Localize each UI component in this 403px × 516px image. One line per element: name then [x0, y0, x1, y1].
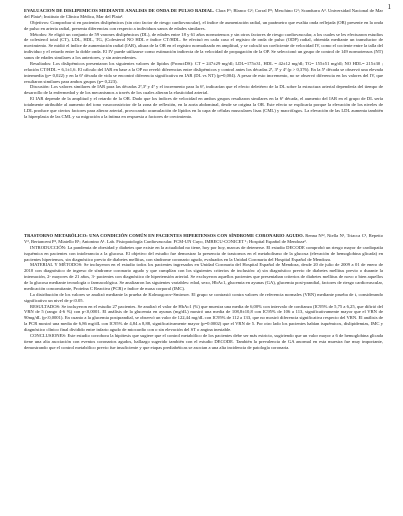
abstract-header — [24, 233, 383, 245]
abstract-paragraph: La distribución de los valores se analizó mediante la prueba de Kolmogorov-Smirnov. El grupo se contrastó contra valores de referencia normales (VRN) mediante prueba de t, considerando significativo un nivel de p<0.05. — [24, 291, 383, 303]
abstract-authors: Clara F¹; Blanco G²; Corral P³; Meschino G³; Scandurra A³. Universidad Nacional de Mar del Plata¹; Instituto de Clínica Médica, Mar del Plata². — [24, 8, 383, 19]
abstract-paragraph: Discusión: Los valores similares de IAR para las décadas 2ª,3ª y 4ª y el incremento para la 6ª, indicarían que el efecto deletéreo de la DL sobre la estructura arterial dependería del tiempo de desarrollo de la enfermedad y de los mecanismos a través de los cuales alteran la elasticidad arterial. — [24, 84, 383, 96]
abstract-authors: Renna N¹², Niella N¹, Triacca C², Repetto V², Bertanceni P², Miatello R¹; Antonino A¹. Lab. Fisiopatología Cardiovascular. FCM-UN Cuyo, IMBECU-CONICET ¹; Hospital Español de Mendoza². — [24, 233, 383, 244]
abstract-paragraph: Métodos: Se eligió un conjunto de 59 varones dislipémicos (DL), de edades entre 18 y 61 años normotensos y sin otros factores de riesgo cardiovascular, a los cuales se les efectuaron estudios de colesterol total (CT), LDL, HDL, TG, (Colesterol NO HDL e índice CT/HDL. Se efectuó en cada caso el registro de onda de pulso (ODP) radial, obtenida mediante un transductor de movimiento. Se midió el índice de aumentación radial (IAR), altura de la OR en el registro normalizado en amplitud, y se calculó un coeficiente de velocidad IV, como el cociente entre la talla del individuo y el retardo entre la doble onda. El IV puede utilizarse como estimación indirecta de la velocidad de propagación de la OP. Se seleccionó un grupo de control de 149 normotensos (NT) sanos de edades similares a los anteriores, y sin antecedentes. — [24, 31, 383, 60]
abstract-dislipemicos — [24, 8, 383, 120]
abstract-paragraph: Objetivos: Comprobar si en pacientes dislipémicos (sin otro factor de riesgo cardiovascular), el índice de aumentación radial, un parámetro que evalúa onda reflejada (OR) presente en la onda de pulso en arteria radial, presenta diferencias con respecto a individuos sanos de edades similares. — [24, 19, 383, 31]
abstract-header — [24, 8, 383, 20]
abstract-title: TRASTORNO METABÓLICO: UNA CONDICIÓN COMÚN EN PACIENTES HIPERTENSOS CON SÍNDROME CORONARIO AGUDO. — [24, 233, 304, 238]
abstract-paragraph: MATERIAL Y MÉTODOS: Se incluyeron en el estudio todos los pacientes ingresados en Unidad Coronaria del Hospital Español de Mendoza, desde 20 de julio de 2009 a 01 de enero de 2010 con diagnóstico de ingreso de síndrome coronario agudo y que cumplían con los siguientes criterios de inclusión: a) sin diagnóstico previo de diabetes mellitus previo o durante la internación, 2- mayores de 21 años, 3- pacientes con diagnóstico de hipertensión arterial. Se excluyeron aquellos pacientes que presentaban criterios de diabetes mellitus de novo o bien aquellos de la glucosa mediante tecnología o farmacológica. Se analizaron las siguientes variables: edad, sexo, HbAc1, glucemia en ayunas (GA), glucemia post-prandial, factores de riesgo cardiovascular, medicación concomitante, Proteína C Reactiva (PCR) e índice de masa corporal (IMC). — [24, 262, 383, 291]
abstract-paragraph: RESULTADOS: Se incluyeron en el estudio 27 pacientes. Se analizó el valor de HbAc1 (%) que muestra una media de 6,00% con intervalo de confianza (IC95% de 5,75 a 6,25, que difirió del VRN de 5 (rango 4-6 %) con p<0,0001. El análisis de la glucemia en ayunas (mg/dL) mostró una media de 108,8±10,8 con IC95% de 106 a 113, significativamente mayor que el VRN de 90mg/dL (p<0,0001). En cuanto a la glucemia postprandial, se observó un valor de 122,44 mg/dL con IC95% de 112 a 133, que no mostró diferencia significativa respecto del VRN. El análisis de la PCR mostró una media de 6,86 mg/dL con IC95% de 4,84 a 8,88, significativamente mayor (p=0.0002) que el VRN de 5. Por otro lado los pacientes habían isquémicos, dislipidemias, IMC y diagnóstico clínico final dividido entre infarto agudo de miocardio con o sin elevación del ST o angina inestable. — [24, 303, 383, 332]
abstract-title: EVALUACION DE DISLIPEMICOS MEDIANTE ANALISIS DE ONDA DE PULSO RADIAL. — [24, 8, 215, 13]
abstract-trastorno-metabolico — [24, 233, 383, 351]
abstract-paragraph: Resultados: Los dislipémicos presentaron los siguientes valores de lípidos (Prom±DS): CT = 247±29 mg/dl; LDL=175±31, HDL = 42±12 mg/dl; TG= 155±51 mg/dl; NO HDL= 215±30 ; relación CT/HDL = 6,1±1,6. El cálculo del IAR en base a la OP no reveló diferencias entre dislipémicos y control antes los décadas 2ª, 3ª y 4ª (p > 0,376). En la 5ª década se observó una elevada intermedia (p= 0,022) y en la 6ª década de vida se encontró diferencia significativa en IAR (DL vs NT) (p=0,004). A pesar de esto incremento, no se observó diferencia en los valores del IV, que resultaron similares para ambos grupos (p= 0,223). — [24, 60, 383, 84]
page-number: 1 — [387, 3, 391, 11]
abstract-paragraph: INTRODUCCIÓN: La pandemia de obesidad y diabetes que existe en la actualidad no tiene, hoy por hoy, marcas de detenerse. El estudio DECODE comprobó un riesgo mayor de cardiopatía isquémica en pacientes con intolerancia a la glucosa. El objetivo del estudio fue demostrar la presencia de trastornos en el metabolismo de la glucosa (elevación de hemoglobina glicada) en pacientes hipertensos, sin diagnóstico previo de diabetes mellitus, con síndrome coronario agudo, evaluados en la Unidad Coronaria del Hospital Español de Mendoza. — [24, 244, 383, 262]
abstract-paragraph: CONCLUSIONES: Este estudio corrobora la hipótesis que sugiere que el control metabólico de los pacientes debe ser más estricto, sugiriendo que un valor mayor a 6 de hemoglobina glicada tiene una alta asociación con eventos coronarios agudos, hallazgo sugerido también con el estudio DECODE. También la prevalencia de GA anormal en esta muestra fue muy importante, demostrando que el control metabólico previo fue insuficiente y que etapas prediabéticas se asocian a una alta incidencia de patología coronaria. — [24, 332, 383, 350]
abstract-paragraph: El IAR depende de la amplitud y el retardo de la OR. Dado que los índices de velocidad en ambos grupos resultaron similares en la 6ª década, el aumento del IAR en el grupo de DL sería totalmente atribuible al aumento del tono vasoconstrictor de la zona de reflexión, en la aorta abdominal, desde se origina la OR. Este efecto se explicaría porque la elevación de los niveles de LDL produce que ciertos factores para alterar arterial, provocando acumulación de lípidos en la capa de células musculares lisas (CML) y macrófagos. La elevación de las LDL aumenta también la hiperplasia de las CML y su migración a la íntima en respuesta a factores de crecimiento. — [24, 96, 383, 119]
